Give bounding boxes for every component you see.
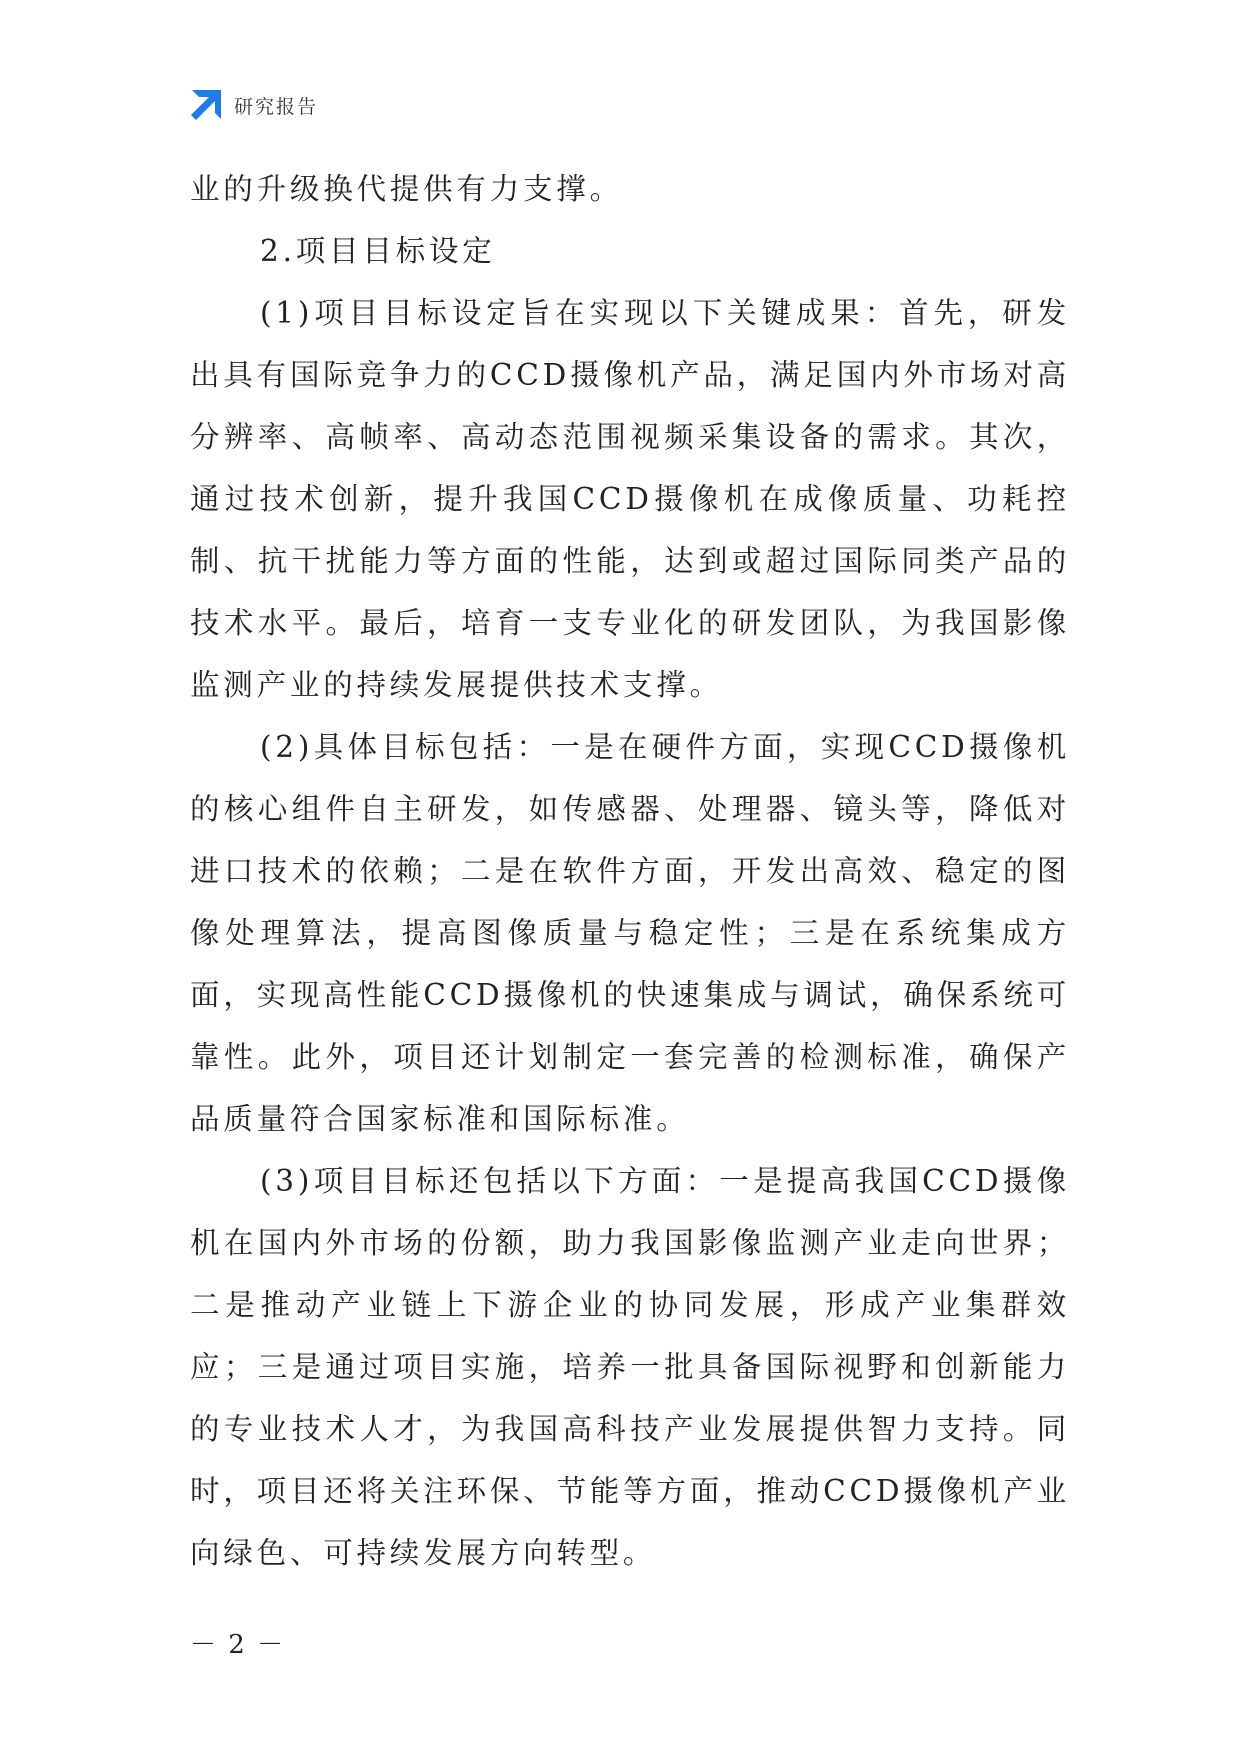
section-heading: 2.项目目标设定 xyxy=(260,234,496,268)
arrow-up-right-logo-icon xyxy=(190,89,222,121)
page-header xyxy=(190,88,318,122)
paragraph-goal-1: (1)项目目标设定旨在实现以下关键成果：首先，研发出具有国际竞争力的CCD摄像机产品，满足国内外市场对高分辨率、高帧率、高动态范围视频采集设备的需求。其次，通过技术创新，提升我国CCD摄像机在成像质量、功耗控制、抗干扰能力等方面的性能，达到或超过国际同类产品的技术水平。最后，培育一支专业化的研发团队，为我国影像监测产业的持续发展提供技术支撑。 xyxy=(190,296,1070,702)
page-number: － 2 － xyxy=(190,1630,286,1660)
paragraph-goal-2: (2)具体目标包括：一是在硬件方面，实现CCD摄像机的核心组件自主研发，如传感器、处理器、镜头等，降低对进口技术的依赖；二是在软件方面，开发出高效、稳定的图像处理算法，提高图像质量与稳定性；三是在系统集成方面，实现高性能CCD摄像机的快速集成与调试，确保系统可靠性。此外，项目还计划制定一套完善的检测标准，确保产品质量符合国家标准和国际标准。 xyxy=(190,730,1070,1136)
paragraph-continuation: 业的升级换代提供有力支撑。 xyxy=(190,172,623,206)
paragraph-goal-3: (3)项目目标还包括以下方面：一是提高我国CCD摄像机在国内外市场的份额，助力我国影像监测产业走向世界；二是推动产业链上下游企业的协同发展，形成产业集群效应；三是通过项目实施，培养一批具备国际视野和创新能力的专业技术人才，为我国高科技产业发展提供智力支持。同时，项目还将关注环保、节能等方面，推动CCD摄像机产业向绿色、可持续发展方向转型。 xyxy=(190,1164,1070,1570)
document-body xyxy=(190,158,1070,1584)
header-label: 研究报告 xyxy=(234,95,319,118)
